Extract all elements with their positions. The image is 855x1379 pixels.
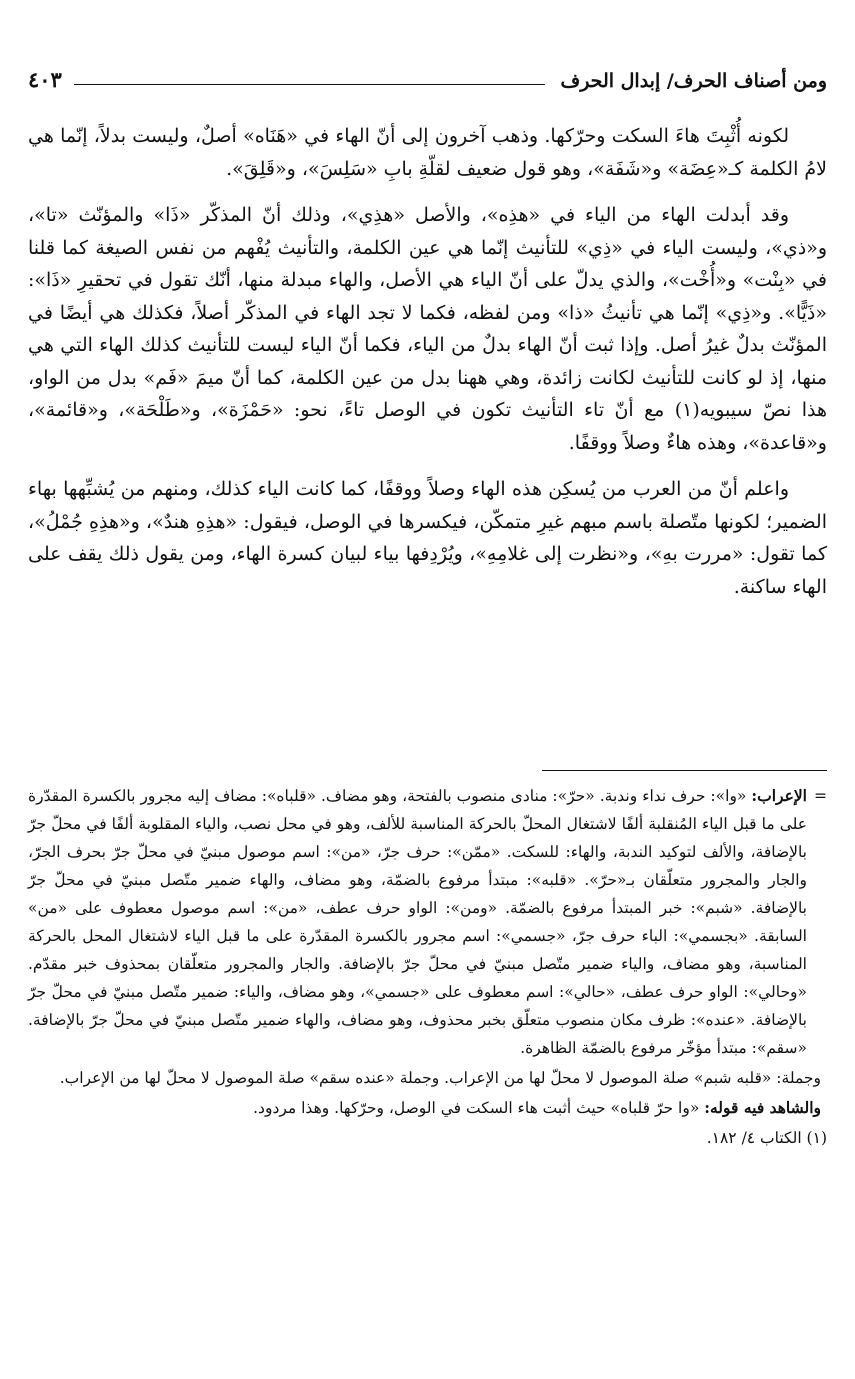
paragraph: لكونه أُثْبِتَ هاءَ السكت وحرّكها. وذهب آخرون إلى أنّ الهاء في «هَنَاه» أصلٌ، وليست بدلاً، إنّما هي لامُ الكلمة كـ«عِضَة» و«شَفَة»، وهو قول ضعيف لقلّةِ بابِ «سَلِسَ»، و«قَلِقَ».: [28, 125, 827, 180]
shahid-note: [28, 1094, 827, 1122]
continuation-mark: =: [814, 787, 827, 805]
running-header: [28, 58, 827, 92]
header-title: ومن أصناف الحرف/ إبدال الحرف: [560, 70, 827, 92]
paragraph: واعلم أنّ من العرب من يُسكِن هذه الهاء وصلاً ووقفًا، كما كانت الياء كذلك، ومنهم من يُشبِّهها بهاء الضمير؛ لكونها متّصلة باسم مبهم غيرِ متمكّن، فيكسرها في الوصل، فيقول: «هذِهِ هندٌ»، و«هذِهِ جُمْلُ»، كما تقول: «مررت بهِ»، و«نظرت إلى غلامِهِ»، ويُرْدِفها بياء لبيان كسرة الهاء، ومن يقول ذلك يقف على الهاء ساكنة.: [28, 478, 827, 598]
shahid-label: والشاهد فيه قوله:: [704, 1098, 821, 1117]
page-number: ٤٠٣: [28, 67, 62, 92]
header-rule: [74, 84, 545, 85]
footnotes: [28, 782, 827, 1154]
irab-footnote: [28, 782, 827, 1062]
footnote-separator: [542, 770, 827, 771]
jumla-note: وجملة: «قلبه شبم» صلة الموصول لا محلّ لها من الإعراب. وجملة «عنده سقم» صلة الموصول لا محلّ لها من الإعراب.: [59, 1069, 821, 1087]
irab-text: «وا»: حرف نداء وندبة. «حرّ»: منادى منصوب بالفتحة، وهو مضاف. «قلباه»: مضاف إليه مجرور بالكسرة المقدّرة على ما قبل الياء المُنقلبة ألفًا لاشتغال المحلّ بالحركة المناسبة للألف، وهو في محل نصب، والياء المقلوبة ألفًا في محلّ جرّ بالإضافة، والألف لتوكيد الندبة، والهاء: للسكت. «ممّن»: حرف جرّ، «من»: اسم موصول مبنيّ في محلّ جرّ بحرف الجرّ، والجار والمجرور متعلّقان بـ«حرّ». «قلبه»: مبتدأ مرفوع بالضمّة، وهو مضاف، والهاء ضمير متّصل مبنيّ في محلّ جرّ بالإضافة. «شبم»: خبر المبتدأ مرفوع بالضمّة. «ومن»: الواو حرف عطف، «من»: اسم موصول معطوف على «من» السابقة. «بجسمي»: الباء حرف جرّ، «جسمي»: اسم مجرور بالكسرة المقدّرة على ما قبل الياء لاشتغال المحل بالحركة المناسبة، وهو مضاف، والياء ضمير متّصل مبنيّ في محلّ جرّ بالإضافة. والجار والمجرور متعلّقان بمحذوف خبر مقدّم. «وحالي»: الواو حرف عطف، «حالي»: اسم معطوف على «جسمي»، وهو مضاف، والياء: ضمير متّصل مبنيّ في محلّ جرّ بالإضافة. «عنده»: ظرف مكان منصوب متعلّق بخبر محذوف، وهو مضاف، والهاء ضمير متّصل مبنيّ في محلّ جرّ بالإضافة. «سقم»: مبتدأ مؤخّر مرفوع بالضمّة الظاهرة.: [28, 787, 807, 1057]
shahid-text: «وا حرّ قلباه» حيث أثبت هاء السكت في الوصل، وحرّكها. وهذا مردود.: [253, 1099, 700, 1117]
main-text: [28, 120, 827, 617]
paragraph: وقد أبدلت الهاء من الياء في «هذِه»، والأصل «هذِي»، وذلك أنّ المذكّر «ذَا» والمؤنّث «تا»، و«ذي»، وليست الياء في «ذِي» للتأنيث إنّما هي عين الكلمة، والتأنيث يُفْهم من نفس الصيغة كما قلنا في «بِنْت» و«أُخْت»، والذي يدلّ على أنّ الياء هي الأصل، والهاء مبدلة منها، أنّك تقول في تحقيرِ «ذَا»: «ذَيًّا». و«ذِي» إنّما هي تأنيثُ «ذا» ومن لفظه، فكما لا تجد الهاء في المذكّر أصلاً، فكذلك هي أيضًا في المؤنّث بدلٌ غيرُ أصل. وإذا ثبت أنّ الهاء بدلٌ من الياء، فكما أنّ الياء ليست للتأنيث كذلك الهاء التي هي منها، إذ لو كانت للتأنيث لكانت زائدة، وهي ههنا بدل من عين الكلمة، كما أنّ ميمَ «فَم» بدل من الواو، هذا نصّ سيبويه(١) مع أنّ تاء التأنيث تكون في الوصل تاءً، نحو: «حَمْزَة»، و«طَلْحَة»، و«قائمة»، و«قاعدة»، وهذه هاءٌ وصلاً ووقفًا.: [28, 204, 827, 454]
footnote-reference: (١) الكتاب ٤/ ١٨٢.: [706, 1129, 827, 1147]
irab-body: [28, 782, 807, 1062]
irab-label: الإعراب:: [751, 786, 807, 805]
